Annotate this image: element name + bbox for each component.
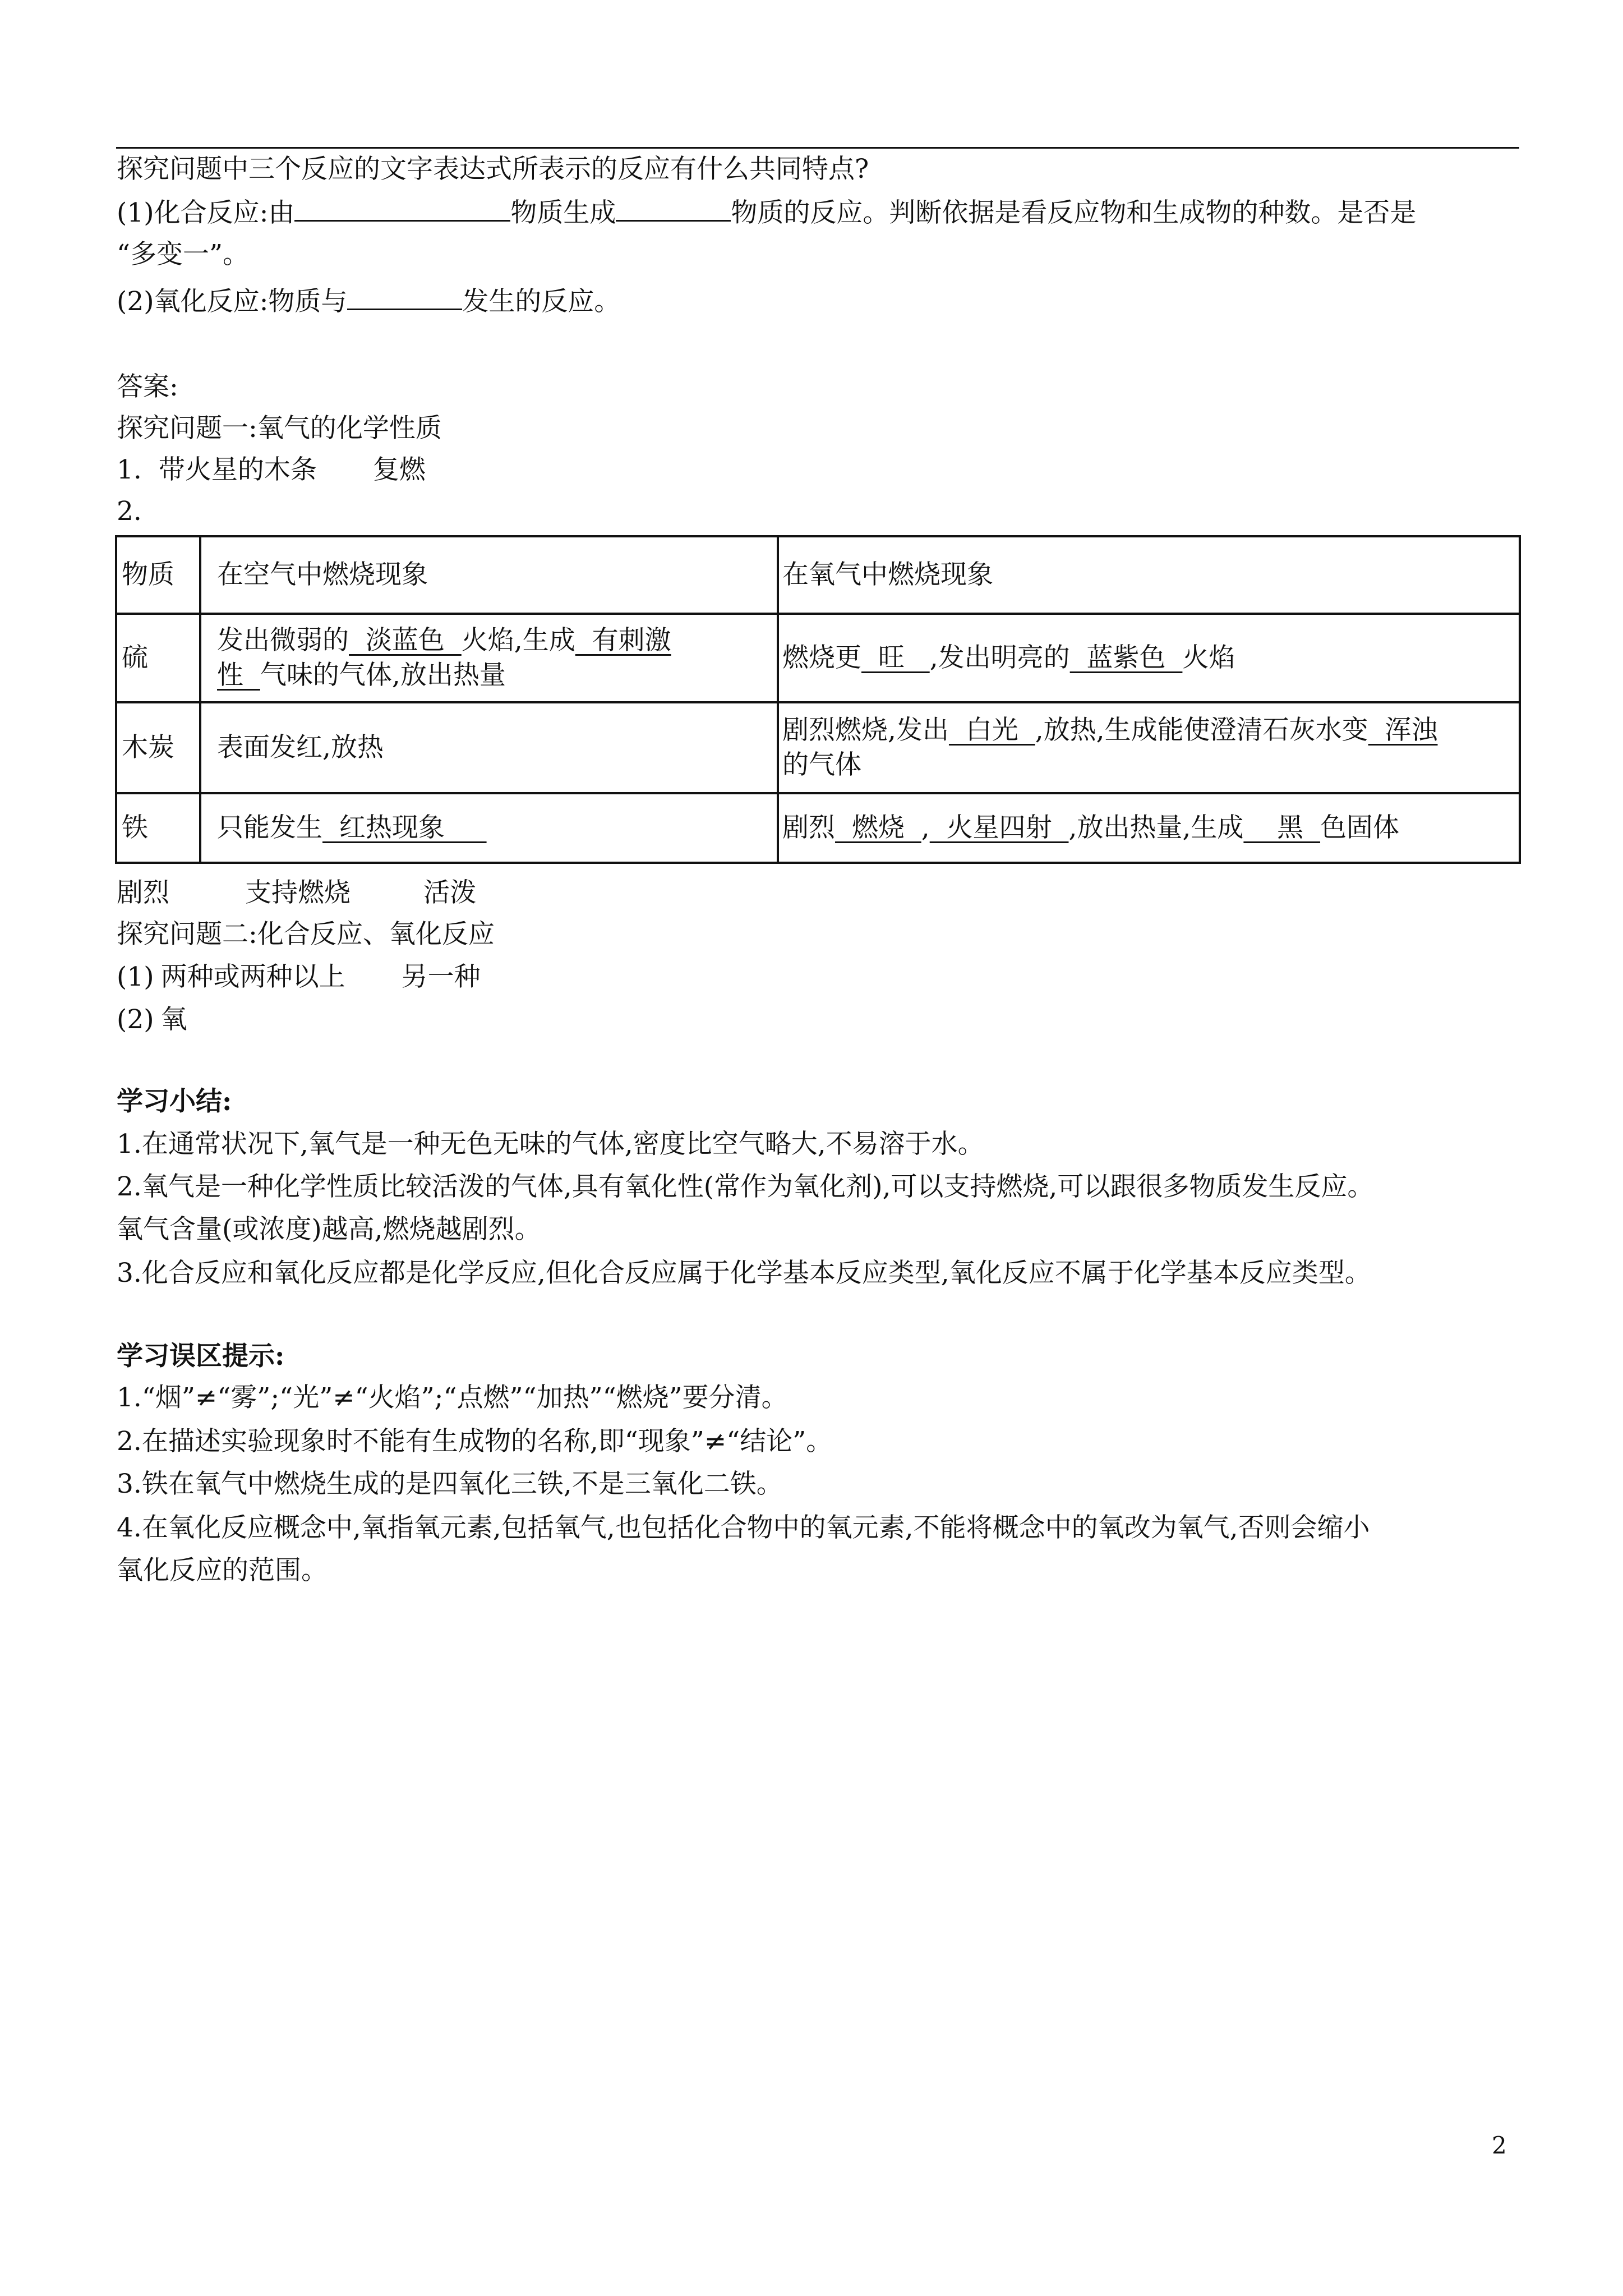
summary-point-1: 1.在通常状况下,氧气是一种无色无味的气体,密度比空气略大,不易溶于水。 bbox=[117, 1129, 984, 1159]
sulfur-air-answer1: 淡蓝色 bbox=[349, 625, 462, 656]
combustion-table bbox=[115, 535, 1521, 864]
item1-num: 1. bbox=[117, 454, 142, 485]
blank-oxygen[interactable] bbox=[347, 284, 462, 310]
iron-air-text1: 只能发生 bbox=[217, 812, 322, 843]
tip-3: 3.铁在氧气中燃烧生成的是四氧化三铁,不是三氧化二铁。 bbox=[117, 1469, 783, 1499]
blank-reactants[interactable] bbox=[294, 195, 510, 222]
table-row-charcoal bbox=[116, 702, 1520, 793]
charcoal-oxy-answer2: 浑浊 bbox=[1368, 715, 1438, 746]
iron-oxy-text4: 色固体 bbox=[1320, 812, 1400, 843]
page-number: 2 bbox=[1492, 2132, 1507, 2159]
iron-oxy-answer1: 燃烧 bbox=[835, 812, 921, 843]
table-header-row bbox=[116, 536, 1520, 614]
iron-air-answer1: 红热现象 bbox=[322, 812, 487, 843]
q2-item1-answer-b: 另一种 bbox=[401, 961, 481, 992]
summary-point-2: 2.氧气是一种化学性质比较活泼的气体,具有氧化性(常作为氧化剂),可以支持燃烧,可以跟很多物质发生反应。 bbox=[117, 1171, 1374, 1202]
header-substance: 物质 bbox=[116, 536, 200, 614]
answers-item1 bbox=[117, 453, 426, 487]
answers-heading: 答案: bbox=[117, 371, 178, 402]
charcoal-oxy-text1: 剧烈燃烧,发出 bbox=[782, 715, 949, 746]
summary-point-3: 3.化合反应和氧化反应都是化学反应,但化合反应属于化学基本反应类型,氧化反应不属于化学基本反应类型。 bbox=[117, 1258, 1371, 1289]
question-part2 bbox=[117, 284, 620, 319]
tips-heading: 学习误区提示: bbox=[117, 1341, 285, 1372]
summary-point-2-cont: 氧气含量(或浓度)越高,燃烧越剧烈。 bbox=[117, 1214, 541, 1245]
blank-product[interactable] bbox=[616, 195, 731, 222]
iron-oxy-text3: ,放出热量,生成 bbox=[1068, 812, 1244, 843]
iron-in-oxygen bbox=[778, 793, 1520, 863]
header-in-air: 在空气中燃烧现象 bbox=[200, 536, 778, 614]
item1-answer-a: 带火星的木条 bbox=[158, 454, 317, 485]
sulfur-oxy-text3: 火焰 bbox=[1182, 642, 1235, 673]
header-in-oxygen: 在氧气中燃烧现象 bbox=[778, 536, 1520, 614]
substance-sulfur: 硫 bbox=[116, 614, 200, 702]
q2-item1-answer-a: 两种或两种以上 bbox=[160, 961, 345, 992]
sulfur-oxy-answer2: 蓝紫色 bbox=[1069, 642, 1183, 673]
sulfur-oxy-answer1: 旺 bbox=[861, 642, 930, 673]
sulfur-air-text2: 火焰,生成 bbox=[461, 625, 575, 656]
answer-words bbox=[117, 876, 476, 910]
part1-suffix: 物质的反应。判断依据是看反应物和生成物的种数。是否是 bbox=[731, 197, 1417, 228]
tip-4-cont: 氧化反应的范围。 bbox=[117, 1555, 328, 1586]
charcoal-oxy-text2: ,放热,生成能使澄清石灰水变 bbox=[1035, 715, 1368, 746]
iron-oxy-answer3: 黑 bbox=[1243, 812, 1321, 843]
sulfur-oxy-text1: 燃烧更 bbox=[782, 642, 861, 673]
iron-oxy-text1: 剧烈 bbox=[782, 812, 835, 843]
table-row-sulfur bbox=[116, 614, 1520, 702]
answers-item2: 2. bbox=[117, 496, 142, 527]
sulfur-air-answer2-cont: 性 bbox=[217, 660, 260, 691]
question-part1 bbox=[117, 195, 1416, 230]
part2-suffix: 发生的反应。 bbox=[462, 286, 621, 317]
charcoal-in-oxygen bbox=[778, 702, 1520, 793]
tip-1: 1.“烟”≠“雾”;“光”≠“火焰”;“点燃”“加热”“燃烧”要分清。 bbox=[117, 1382, 788, 1413]
sulfur-in-air bbox=[200, 614, 778, 702]
answer-word-2: 支持燃烧 bbox=[245, 877, 351, 908]
iron-in-air bbox=[200, 793, 778, 863]
question-line: 探究问题中三个反应的文字表达式所表示的反应有什么共同特点? bbox=[117, 154, 869, 185]
iron-oxy-answer2: 火星四射 bbox=[929, 812, 1069, 843]
sulfur-air-answer2: 有刺激 bbox=[575, 625, 671, 656]
charcoal-in-air: 表面发红,放热 bbox=[200, 702, 778, 793]
summary-heading: 学习小结: bbox=[117, 1086, 232, 1117]
table-row-iron bbox=[116, 793, 1520, 863]
sulfur-oxy-text2: ,发出明亮的 bbox=[929, 642, 1070, 673]
tip-4: 4.在氧化反应概念中,氧指氧元素,包括氧气,也包括化合物中的氧元素,不能将概念中的氧改为氧气,否则会缩小 bbox=[117, 1512, 1370, 1543]
part1-mid: 物质生成 bbox=[510, 197, 616, 228]
top-rule bbox=[116, 147, 1519, 149]
q2-item2-answer: 氧 bbox=[160, 1004, 187, 1035]
answers-q2-item1 bbox=[117, 960, 481, 994]
q2-item2-num: (2) bbox=[117, 1004, 154, 1035]
substance-iron: 铁 bbox=[116, 793, 200, 863]
answers-q2-item2 bbox=[117, 1003, 187, 1037]
part1-prefix: (1)化合反应:由 bbox=[117, 197, 295, 228]
tip-2: 2.在描述实验现象时不能有生成物的名称,即“现象”≠“结论”。 bbox=[117, 1426, 833, 1457]
part2-prefix: (2)氧化反应:物质与 bbox=[117, 286, 348, 317]
answers-q2-title: 探究问题二:化合反应、氧化反应 bbox=[117, 919, 495, 950]
question-part1-cont: “多变一”。 bbox=[117, 239, 250, 270]
answer-word-1: 剧烈 bbox=[117, 877, 169, 908]
sulfur-air-text3: 气味的气体,放出热量 bbox=[260, 660, 506, 691]
q2-item1-num: (1) bbox=[117, 961, 154, 992]
answer-word-3: 活泼 bbox=[423, 877, 476, 908]
substance-charcoal: 木炭 bbox=[116, 702, 200, 793]
sulfur-in-oxygen bbox=[778, 614, 1520, 702]
charcoal-oxy-answer1: 白光 bbox=[948, 715, 1035, 746]
sulfur-air-text1: 发出微弱的 bbox=[217, 625, 349, 656]
answers-q1-title: 探究问题一:氧气的化学性质 bbox=[117, 413, 442, 444]
iron-oxy-text2: , bbox=[921, 812, 930, 843]
item1-answer-b: 复燃 bbox=[372, 454, 426, 485]
charcoal-oxy-text3: 的气体 bbox=[782, 749, 861, 780]
